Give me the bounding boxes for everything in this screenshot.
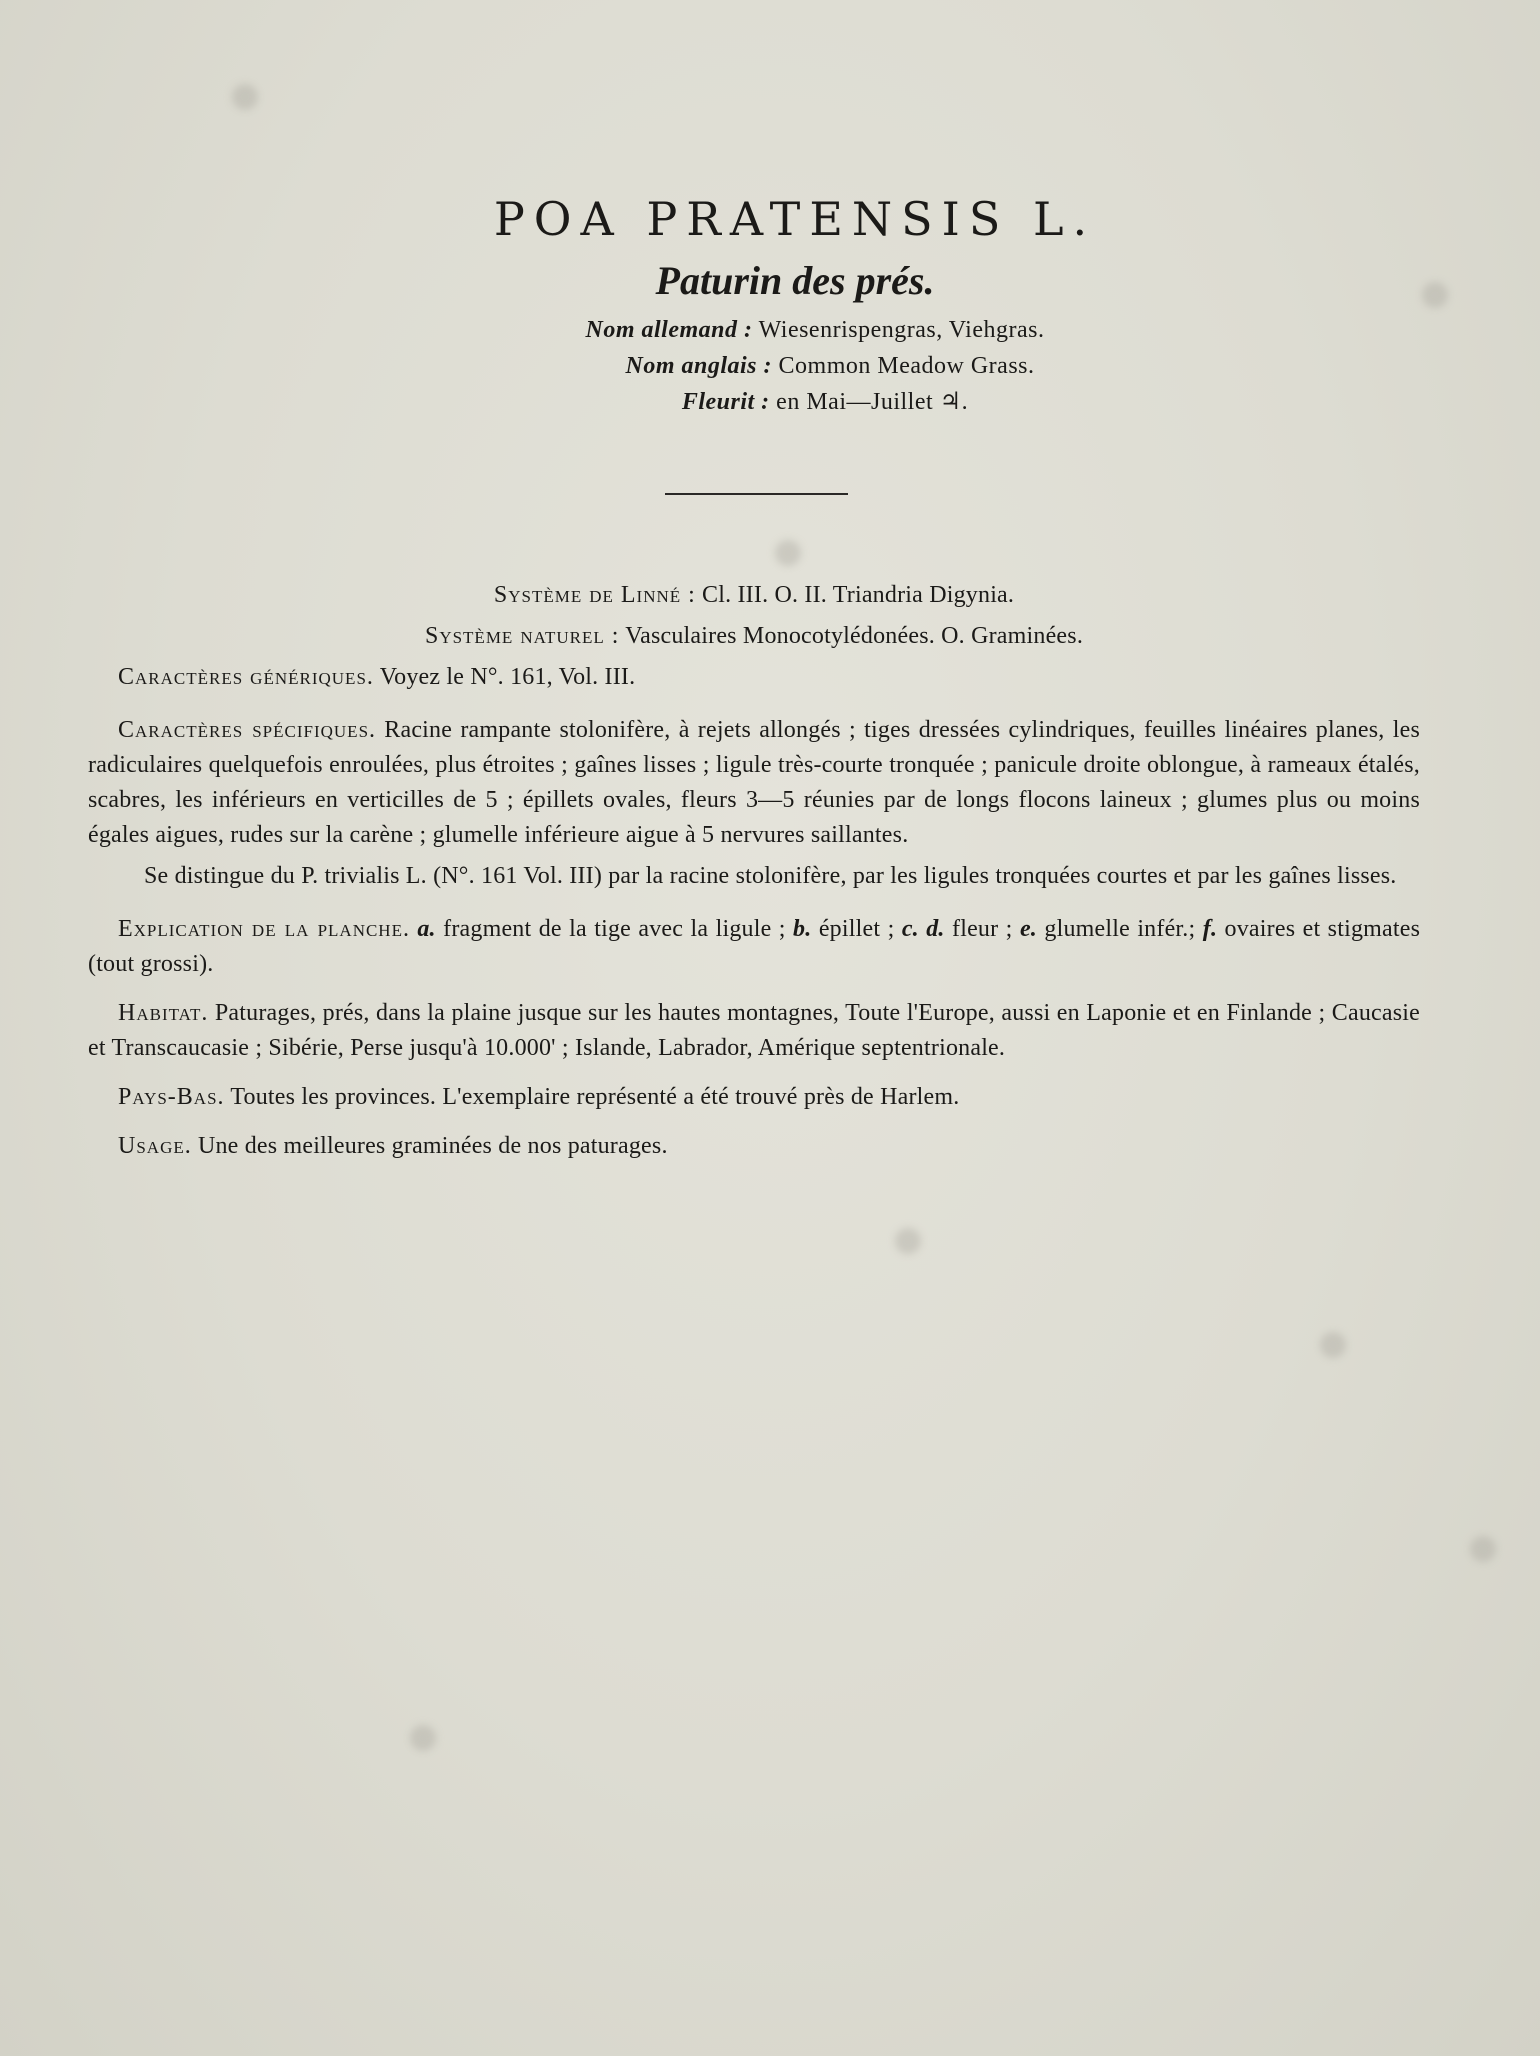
netherlands-paragraph [88,1080,1420,1115]
generic-characters-text: Voyez le N°. 161, Vol. III. [379,664,636,690]
habitat-text: Paturages, prés, dans la plaine jusque sur les hautes montagnes, Toute l'Europe, aussi en Laponie et en Finlande ; Caucasie et Transcaucasie ; Sibérie, Perse jusqu'à 10.000' ; Islande, Labrador, Amérique septentrionale. [88,1000,1421,1061]
german-name-label: Nom allemand : [585,317,753,343]
paper-spot [1470,1536,1496,1562]
figure-cd-text: fleur ; [952,916,1013,942]
flowering-value: en Mai—Juillet ♃. [776,389,969,415]
specific-characters-label: Caractères spécifiques. [118,717,377,743]
netherlands-text: Toutes les provinces. L'exemplaire représenté a été trouvé près de Harlem. [230,1084,960,1110]
linne-system-text: Cl. III. O. II. Triandria Digynia. [702,582,1015,608]
figure-f-text: ovaires et stigmates (tout grossi). [88,916,1421,977]
german-name-line [0,312,1540,348]
figure-f-marker: f. [1202,916,1218,942]
flowering-label: Fleurit : [681,389,770,415]
german-name-value: Wiesenrispengras, Viehgras. [758,317,1045,343]
habitat-label: Habitat. [118,1000,209,1026]
flowering-line [0,384,1540,420]
plate-explanation-label: Explication de la planche. [118,916,410,942]
figure-e-marker: e. [1019,916,1037,942]
figure-a-text: fragment de la tige avec la ligule ; [443,916,786,942]
section-divider [665,493,848,495]
habitat-paragraph [88,996,1420,1066]
natural-system-line [88,619,1420,654]
distinction-paragraph [88,859,1420,894]
figure-cd-marker: c. d. [901,916,945,942]
natural-system-label: Système naturel : [424,623,620,649]
header [0,190,1540,420]
paper-spot [1320,1332,1346,1358]
figure-a-marker: a. [417,916,436,942]
page-title: POA PRATENSIS L. [493,192,1097,246]
paper-spot [895,1228,921,1254]
english-name-label: Nom anglais : [625,353,773,379]
paper-spot [775,540,801,566]
generic-characters-label: Caractères génériques. [118,664,374,690]
english-name-line [0,348,1540,384]
english-name-value: Common Meadow Grass. [778,353,1035,379]
page-subtitle: Paturin des prés. [655,258,935,303]
generic-characters [88,660,1420,695]
usage-paragraph [88,1129,1420,1164]
linne-system-line [88,578,1420,613]
description-body [88,578,1420,1164]
specific-characters [88,713,1420,853]
usage-text: Une des meilleures graminées de nos paturages. [197,1133,668,1159]
linne-system-label: Système de Linné : [493,582,696,608]
paper-spot [232,84,258,110]
distinction-text: Se distingue du P. trivialis L. (N°. 161 Vol. III) par la racine stolonifère, par les ligules tronquées courtes et par les gaînes lisses. [144,863,1397,889]
usage-label: Usage. [118,1133,192,1159]
netherlands-label: Pays-Bas. [118,1084,225,1110]
paper-spot [410,1725,436,1751]
specific-characters-text: Racine rampante stolonifère, à rejets allongés ; tiges dressées cylindriques, feuilles linéaires planes, les radiculaires quelquefois enroulées, plus étroites ; gaînes lisses ; ligule très-courte tronquée ; panicule droite oblongue, à rameaux étalés, scabres, les inférieurs en verticilles de 5 ; épillets ovales, fleurs 3—5 réunies par de longs flocons laineux ; glumes plus ou moins égales aigues, rudes sur la carène ; glumelle inférieure aigue à 5 nervures saillantes. [88,717,1420,848]
natural-system-text: Vasculaires Monocotylédonées. O. Graminées. [625,623,1084,649]
figure-b-marker: b. [793,916,812,942]
figure-b-text: épillet ; [818,916,895,942]
figure-e-text: glumelle infér.; [1044,916,1196,942]
plate-explanation [88,912,1420,982]
